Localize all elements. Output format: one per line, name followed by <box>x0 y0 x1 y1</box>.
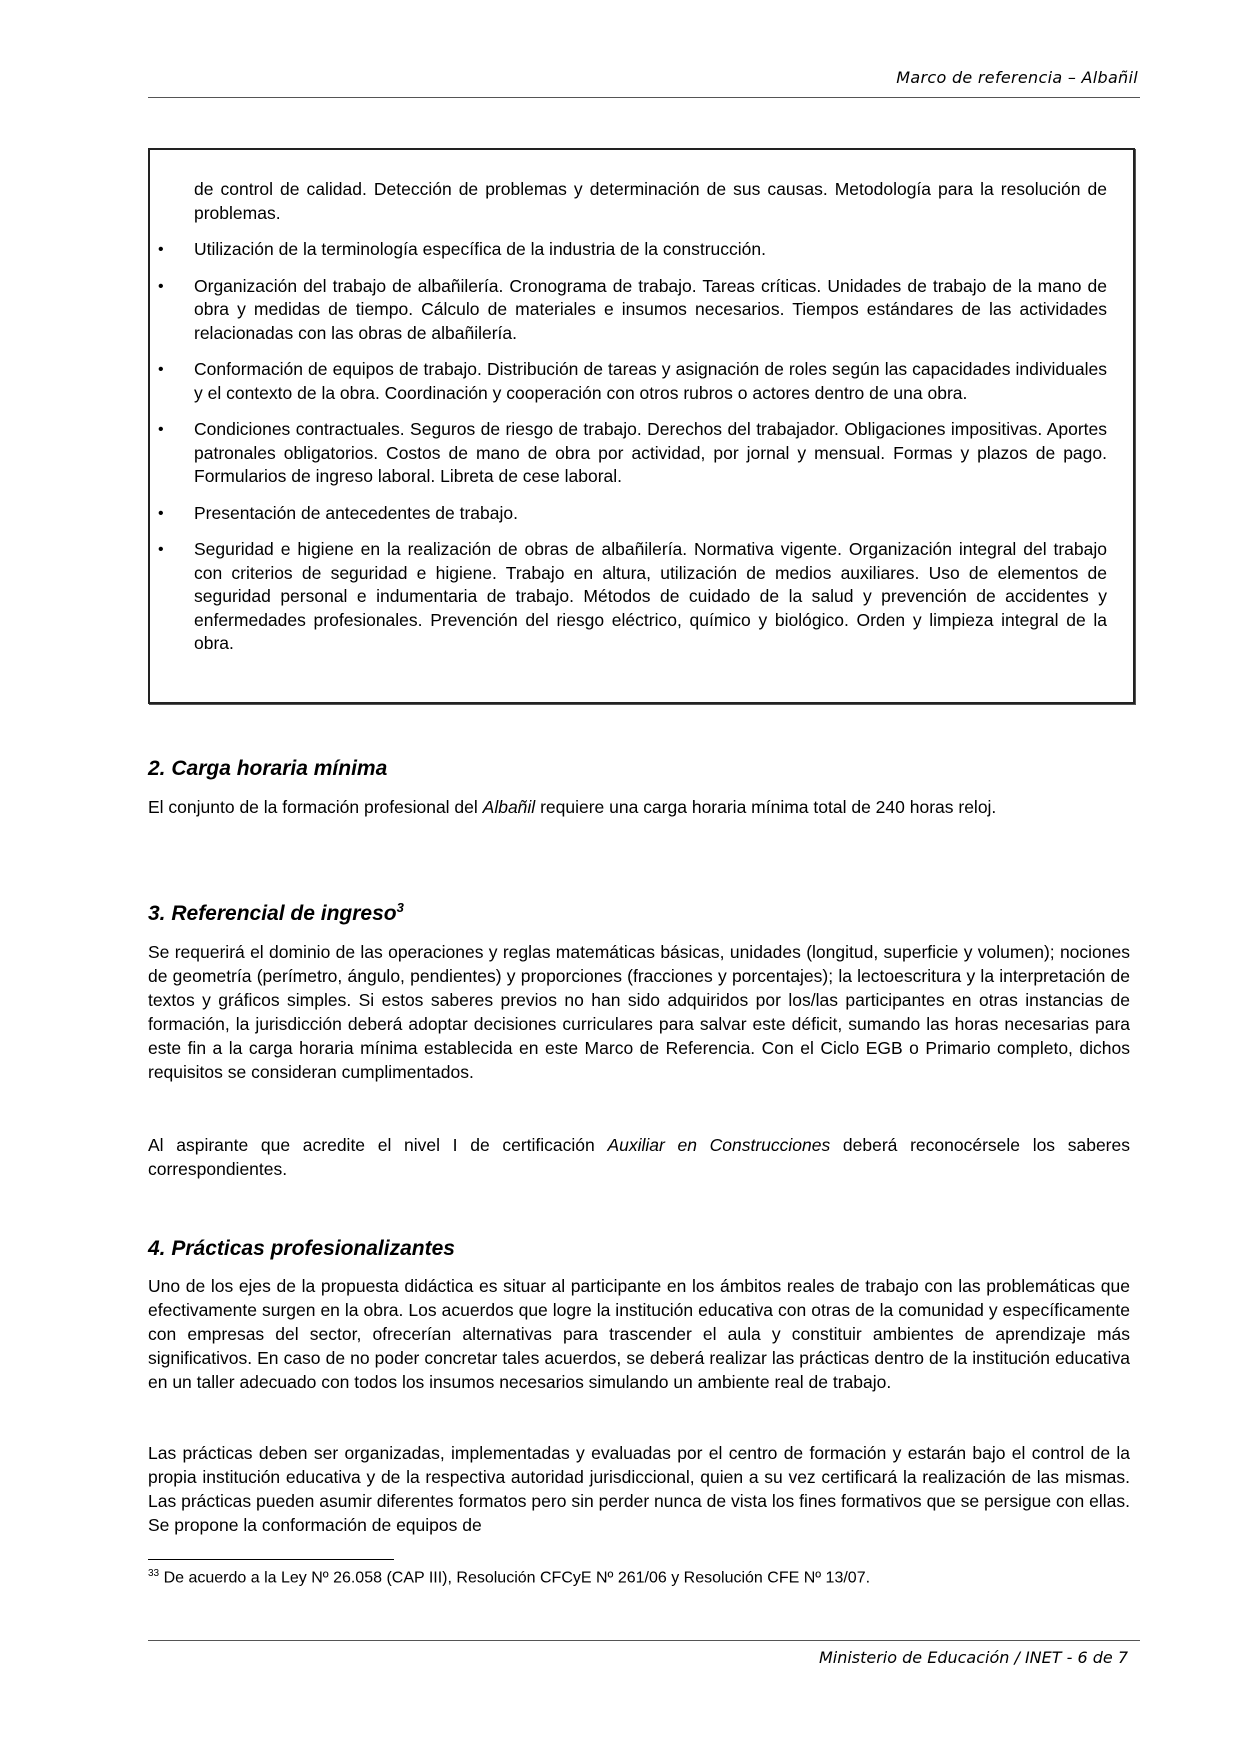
text-span: requiere una carga horaria mínima total de 240 horas reloj. <box>535 797 997 817</box>
bullet-icon: • <box>158 504 164 522</box>
footnote-divider <box>148 1559 394 1560</box>
list-item-text: Seguridad e higiene en la realización de obras de albañilería. Normativa vigente. Organización integral del trabajo con criterios de seguridad e higiene. Trabajo en altura, utilización de medios auxiliares. Uso de elementos de seguridad personal e indumentaria de trabajo. Métodos de cuidado de la salud y prevención de accidentes y enfermedades profesionales. Prevención del riesgo eléctrico, químico y biológico. Orden y limpieza integral de la obra. <box>194 539 1107 653</box>
list-item <box>158 358 1107 405</box>
list-item <box>158 502 1107 526</box>
footnote <box>148 1568 870 1587</box>
running-footer: Ministerio de Educación / INET - 6 de 7 <box>818 1648 1128 1667</box>
running-header: Marco de referencia – Albañil <box>896 68 1138 87</box>
list-item-text: Condiciones contractuales. Seguros de riesgo de trabajo. Derechos del trabajador. Obligaciones impositivas. Aportes patronales obligatorios. Costos de mano de obra por actividad, por jornal y mensual. Formas y plazos de pago. Formularios de ingreso laboral. Libreta de cese laboral. <box>194 419 1107 486</box>
list-item-text: Utilización de la terminología específica de la industria de la construcción. <box>194 239 766 259</box>
footnote-reference[interactable]: 3 <box>396 900 404 915</box>
text-span: El conjunto de la formación profesional del <box>148 797 483 817</box>
text-span: Al aspirante que acredite el nivel I de certificación <box>148 1135 608 1155</box>
italic-term: Albañil <box>482 797 536 817</box>
bullet-icon: • <box>158 277 164 295</box>
continuation-text: de control de calidad. Detección de problemas y determinación de sus causas. Metodología para la resolución de problemas. <box>194 179 1107 223</box>
section-title-practicas: 4. Prácticas profesionalizantes <box>148 1237 455 1260</box>
footnote-text: De acuerdo a la Ley Nº 26.058 (CAP III), Resolución CFCyE Nº 261/06 y Resolución CFE Nº 13/07. <box>159 1569 871 1587</box>
referencial-paragraph-1: Se requerirá el dominio de las operaciones y reglas matemáticas básicas, unidades (longitud, superficie y volumen); nociones de geometría (perímetro, ángulo, pendientes) y proporciones (fracciones y porcentajes); la lectoescritura y la interpretación de textos y gráficos simples. Si estos saberes previos no han sido adquiridos por los/las participantes en otras instancias de formación, la jurisdicción deberá adoptar decisiones curriculares para salvar este déficit, sumando las horas necesarias para este fin a la carga horaria mínima establecida en este Marco de Referencia. Con el Ciclo EGB o Primario completo, dichos requisitos se consideran cumplimentados. <box>148 942 1130 1082</box>
text-span: deberá reconocérsele los saberes correspondientes. <box>148 1135 1130 1179</box>
practicas-paragraph-1: Uno de los ejes de la propuesta didáctica es situar al participante en los ámbitos reales de trabajo con las problemáticas que efectivamente surgen en la obra. Los acuerdos que logre la institución educativa con otras de la comunidad y específicamente con empresas del sector, ofrecerían alternativas para trascender el aula y constituir ambientes de aprendizaje más significativos. En caso de no poder concretar tales acuerdos, se deberá realizar las prácticas dentro de la institución educativa en un taller adecuado con todos los insumos necesarios simulando un ambiente real de trabajo. <box>148 1276 1130 1392</box>
list-item <box>158 275 1107 346</box>
list-item <box>158 418 1107 489</box>
section-title-referencial <box>148 900 404 926</box>
bullet-icon: • <box>158 241 164 258</box>
bullet-icon: • <box>158 541 164 558</box>
section-title-carga-horaria: 2. Carga horaria mínima <box>148 757 388 780</box>
contents-box <box>148 148 1135 704</box>
list-item-text: Conformación de equipos de trabajo. Distribución de tareas y asignación de roles según las capacidades individuales y el contexto de la obra. Coordinación y cooperación con otros rubros o actores dentro de una obra. <box>194 359 1107 403</box>
header-divider <box>148 97 1140 98</box>
carga-horaria-paragraph <box>148 795 1130 819</box>
list-item <box>158 238 1107 262</box>
footnote-mark: 33 <box>148 1568 160 1579</box>
footer-divider <box>148 1640 1140 1641</box>
list-item-text: Presentación de antecedentes de trabajo. <box>194 502 518 523</box>
referencial-paragraph-2 <box>148 1133 1130 1181</box>
list-item-text: Organización del trabajo de albañilería. Cronograma de trabajo. Tareas críticas. Unidades de trabajo de la mano de obra y medidas de tiempo. Cálculo de materiales e insumos necesarios. Tiempos estándares de las actividades relacionadas con las obras de albañilería. <box>194 275 1107 343</box>
bullet-icon: • <box>158 421 164 438</box>
bullet-icon: • <box>158 361 164 378</box>
section-title-text: 3. Referencial de ingreso <box>148 902 397 925</box>
practicas-paragraph-2: Las prácticas deben ser organizadas, implementadas y evaluadas por el centro de formación y estarán bajo el control de la propia institución educativa y de la respectiva autoridad jurisdiccional, quien a su vez certificará la realización de las mismas. Las prácticas pueden asumir diferentes formatos pero sin perder nunca de vista los fines formativos que se persigue con ellas. Se propone la conformación de equipos de <box>148 1443 1130 1535</box>
italic-term: Auxiliar en Construcciones <box>607 1135 831 1155</box>
list-item <box>158 538 1107 656</box>
